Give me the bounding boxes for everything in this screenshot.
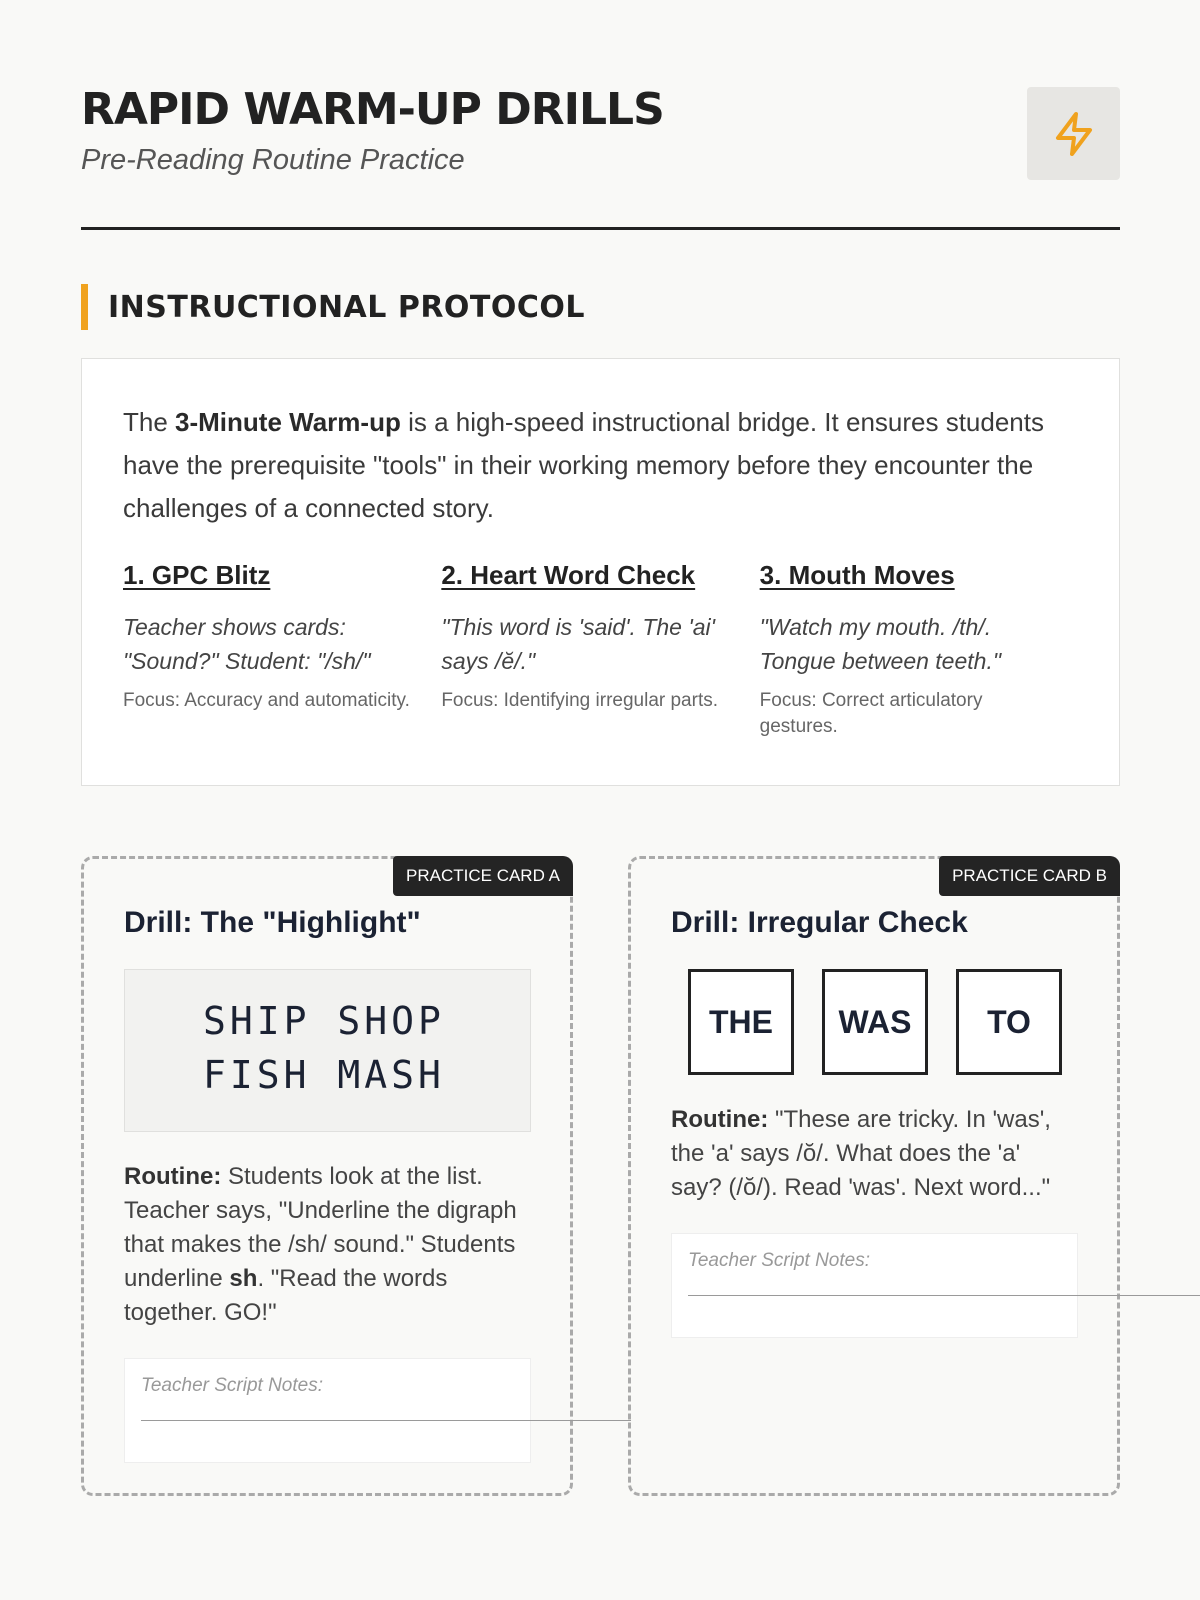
card-tag: PRACTICE CARD A: [393, 856, 573, 896]
page-subtitle: Pre-Reading Routine Practice: [81, 144, 465, 176]
notes-write-line: [141, 1420, 631, 1421]
practice-card-b: [628, 856, 1120, 1496]
word-card: WAS: [822, 969, 928, 1075]
word-card: THE: [688, 969, 794, 1075]
step-title: 3. Mouth Moves: [759, 560, 955, 590]
card-tag: PRACTICE CARD B: [939, 856, 1120, 896]
step-title: 2. Heart Word Check: [441, 560, 696, 590]
notes-label: Teacher Script Notes:: [688, 1250, 870, 1271]
step-gpc-blitz: [123, 558, 441, 740]
heart-word-cards: [671, 969, 1077, 1075]
step-focus: Focus: Correct articulatory gestures.: [759, 690, 983, 737]
step-focus: Focus: Identifying irregular parts.: [441, 690, 719, 711]
protocol-panel: [81, 358, 1120, 786]
page-header: [81, 84, 1120, 230]
intro-suffix: is a high-speed instructional bridge. It ensures students have the prerequisite "tools" in their working memory before they encounter the challenges of a connected story.: [123, 407, 1044, 523]
word-row: FISH MASH: [203, 1053, 445, 1097]
step-focus: Focus: Accuracy and automaticity.: [123, 690, 410, 711]
bolt-badge: [1027, 87, 1120, 180]
word-list: [124, 969, 531, 1132]
intro-prefix: The: [123, 407, 176, 437]
routine-label: Routine:: [671, 1106, 769, 1133]
lightning-bolt-icon: [1050, 110, 1098, 158]
intro-bold: 3-Minute Warm-up: [175, 407, 401, 437]
routine-part: "These are tricky. In 'was', the 'a' says /ŏ/. What does the 'a' say? (/ŏ/). Read 'was'. Next word...": [671, 1106, 1051, 1201]
notes-label: Teacher Script Notes:: [141, 1375, 323, 1396]
word-card: TO: [956, 969, 1062, 1075]
step-heart-word-check: [441, 558, 759, 740]
routine-part: Students look at the list. Teacher says, "Underline the digraph that makes the /sh/ sound." Students underline: [124, 1163, 517, 1292]
card-title: Drill: The "Highlight": [124, 906, 421, 939]
practice-card-a: [81, 856, 573, 1496]
step-quote: "Watch my mouth. /th/. Tongue between teeth.": [759, 614, 1001, 674]
step-title: 1. GPC Blitz: [123, 560, 271, 590]
teacher-notes-box[interactable]: [671, 1233, 1078, 1338]
routine-bold: sh: [229, 1265, 258, 1292]
section-heading: [81, 284, 585, 330]
routine-label: Routine:: [124, 1163, 222, 1190]
word-row: SHIP SHOP: [203, 999, 445, 1043]
step-quote: "This word is 'said'. The 'ai' says /ĕ/.": [441, 614, 716, 674]
protocol-steps: [123, 558, 1078, 740]
step-quote: Teacher shows cards: "Sound?" Student: "/sh/": [123, 614, 371, 674]
card-title: Drill: Irregular Check: [671, 906, 968, 939]
routine-text: [671, 1103, 1077, 1205]
teacher-notes-box[interactable]: [124, 1358, 531, 1463]
protocol-intro: [123, 401, 1078, 530]
page-title: RAPID WARM-UP DRILLS: [81, 84, 664, 135]
step-mouth-moves: [760, 558, 1078, 740]
routine-part: . "Read the words together. GO!": [124, 1265, 448, 1326]
routine-text: [124, 1160, 530, 1330]
section-heading-text: INSTRUCTIONAL PROTOCOL: [108, 289, 586, 325]
notes-write-line: [688, 1295, 1200, 1296]
